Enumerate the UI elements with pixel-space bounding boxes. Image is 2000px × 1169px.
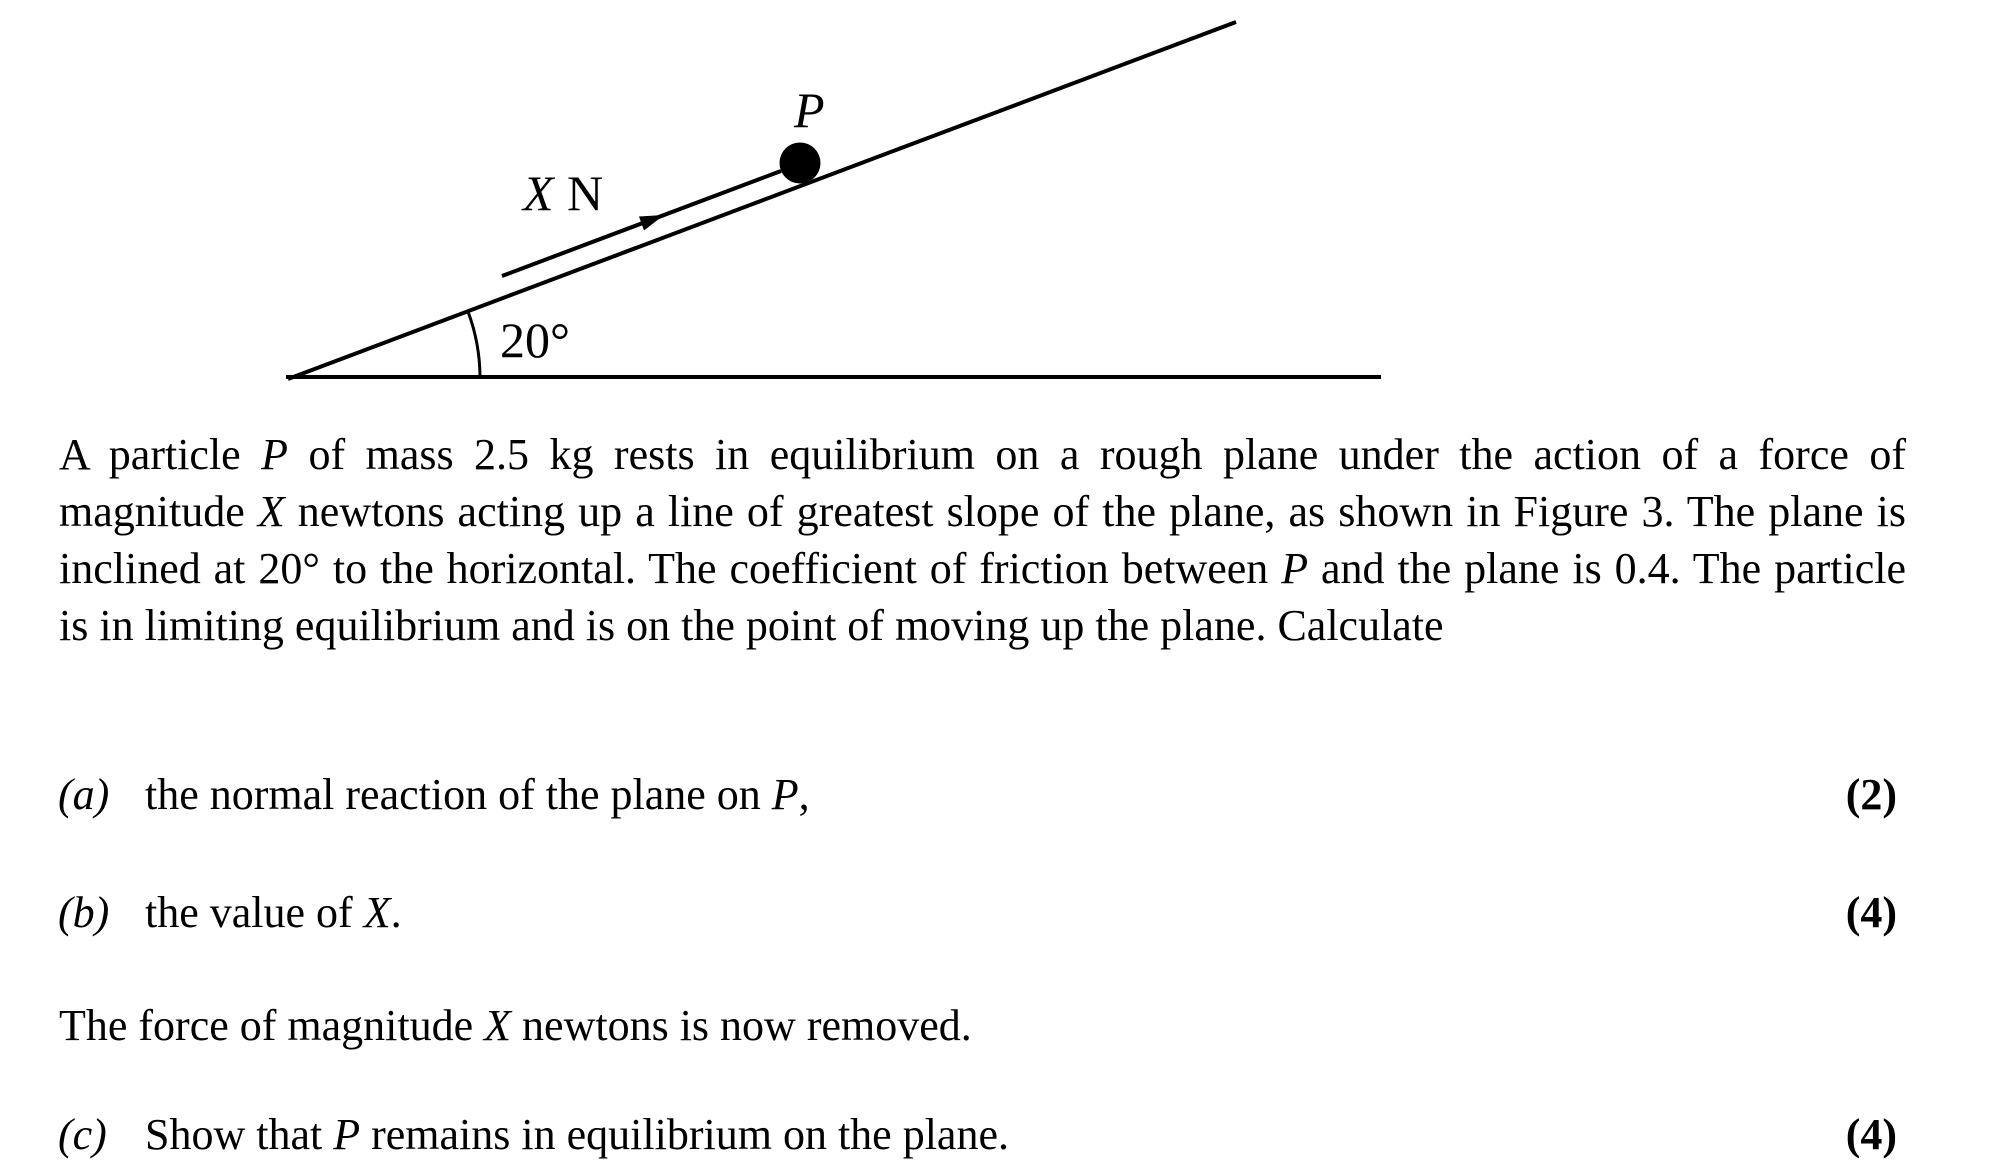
marks-badge-b: (4)	[1845, 888, 1897, 937]
part-label-b: (b)	[58, 888, 110, 937]
question-row-b	[0, 884, 2000, 941]
question-text: the value of	[145, 888, 364, 937]
problem-text: A particle	[59, 430, 262, 479]
question-text: ,	[798, 770, 810, 819]
problem-text: of mass 2.5 kg rests in equilibrium on a rough plane under the action of a force of magnitude	[59, 430, 1906, 536]
interlude-text: The force of magnitude	[59, 1001, 485, 1050]
question-text-c	[145, 1106, 1009, 1163]
interlude-row	[0, 997, 2000, 1054]
question-text: remains in equilibrium on the plane.	[360, 1110, 1009, 1159]
problem-text: and the plane is 0.4. The particle is in limiting equilibrium and is on the point of moving up the plane. Calculate	[59, 544, 1906, 650]
particle-dot	[780, 143, 821, 184]
particle-symbol: P	[333, 1110, 361, 1159]
particle-symbol: P	[1281, 544, 1309, 593]
part-label-c: (c)	[58, 1110, 107, 1159]
question-text: the normal reaction of the plane on	[145, 770, 772, 819]
question-row-c	[0, 1106, 2000, 1163]
angle-label: 20°	[500, 312, 570, 368]
force-magnitude-symbol: X	[523, 165, 554, 221]
particle-symbol: P	[261, 430, 289, 479]
force-symbol: X	[363, 888, 391, 937]
marks-badge-c: (4)	[1845, 1110, 1897, 1159]
force-symbol: X	[257, 487, 285, 536]
force-symbol: X	[484, 1001, 512, 1050]
interlude-text: newtons is now removed.	[511, 1001, 972, 1050]
question-text: .	[390, 888, 402, 937]
problem-statement	[59, 426, 1906, 654]
incline-line	[288, 22, 1236, 379]
problem-text: newtons acting up a line of greatest slope of the plane, as shown in Figure 3. The plane is inclined at 20° to the horizontal. The coefficient of friction between	[59, 487, 1907, 593]
force-arrowhead-icon	[639, 215, 664, 231]
force-unit-label: N	[567, 165, 604, 221]
question-text: Show that	[145, 1110, 334, 1159]
angle-arc	[468, 311, 480, 378]
particle-symbol: P	[771, 770, 799, 819]
marks-badge-a: (2)	[1845, 770, 1897, 819]
question-row-a	[0, 766, 2000, 823]
interlude-text	[59, 997, 972, 1054]
figure-diagram	[0, 0, 2000, 430]
part-label-a: (a)	[58, 770, 110, 819]
particle-label: P	[794, 82, 825, 138]
question-text-a	[145, 766, 810, 823]
question-text-b	[145, 884, 402, 941]
